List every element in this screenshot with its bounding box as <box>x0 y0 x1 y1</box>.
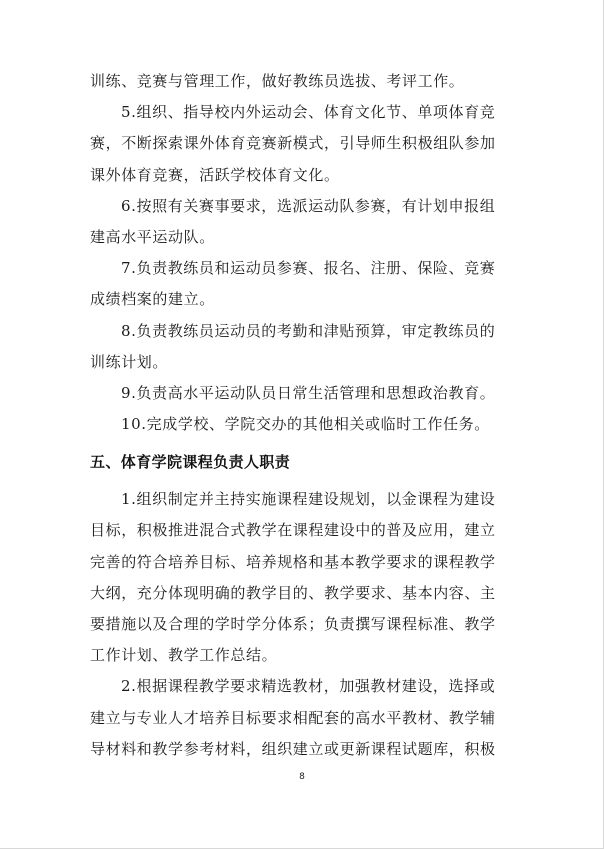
duty-1-line-5: 要措施以及合理的学时学分体系；负责撰写课程标准、教学 <box>90 615 496 633</box>
duty-1-line-2: 目标，积极推进混合式教学在课程建设中的普及应用，建立 <box>90 521 496 540</box>
item-5-line-1: 5.组织、指导校内外运动会、体育文化节、单项体育竞 <box>121 103 496 122</box>
item-6-line-1: 6.按照有关赛事要求，选派运动队参赛，有计划申报组 <box>121 196 496 215</box>
duty-2-line-1: 2.根据课程教学要求精选教材，加强教材建设，选择或 <box>121 677 496 696</box>
document-body <box>90 66 520 765</box>
item-7-line-2: 成绩档案的建立。 <box>90 290 215 309</box>
duty-1-line-3: 完善的符合培养目标、培养规格和基本教学要求的课程教学 <box>90 552 496 571</box>
item-7-line-1: 7.负责教练员和运动员参赛、报名、注册、保险、竞赛 <box>121 259 496 278</box>
item-10-line-1: 10.完成学校、学院交办的其他相关或临时工作任务。 <box>121 415 490 434</box>
duty-1-line-1: 1.组织制定并主持实施课程建设规划，以金课程为建设 <box>121 490 496 509</box>
item-5-line-2: 赛，不断探索课外体育竞赛新模式，引导师生积极组队参加 <box>90 134 496 153</box>
section-heading: 五、体育学院课程负责人职责 <box>90 453 291 472</box>
body-line-1: 训练、竞赛与管理工作，做好教练员选拔、考评工作。 <box>90 72 465 90</box>
duty-1-line-6: 工作计划、教学工作总结。 <box>90 646 278 665</box>
item-6-line-2: 建高水平运动队。 <box>90 227 215 246</box>
item-8-line-2: 训练计划。 <box>90 352 169 371</box>
page-number: 8 <box>299 772 305 782</box>
item-5-line-3: 课外体育竞赛，活跃学校体育文化。 <box>90 165 340 184</box>
item-8-line-1: 8.负责教练员运动员的考勤和津贴预算，审定教练员的 <box>121 321 496 340</box>
item-9-line-1: 9.负责高水平运动队员日常生活管理和思想政治教育。 <box>121 383 496 402</box>
duty-1-line-4: 大纲，充分体现明确的教学目的、教学要求、基本内容、主 <box>90 583 496 602</box>
duty-2-line-3: 导材料和教学参考材料，组织建立或更新课程试题库，积极 <box>90 739 496 758</box>
duty-2-line-2: 建立与专业人才培养目标要求相配套的高水平教材、教学辅 <box>90 708 496 727</box>
